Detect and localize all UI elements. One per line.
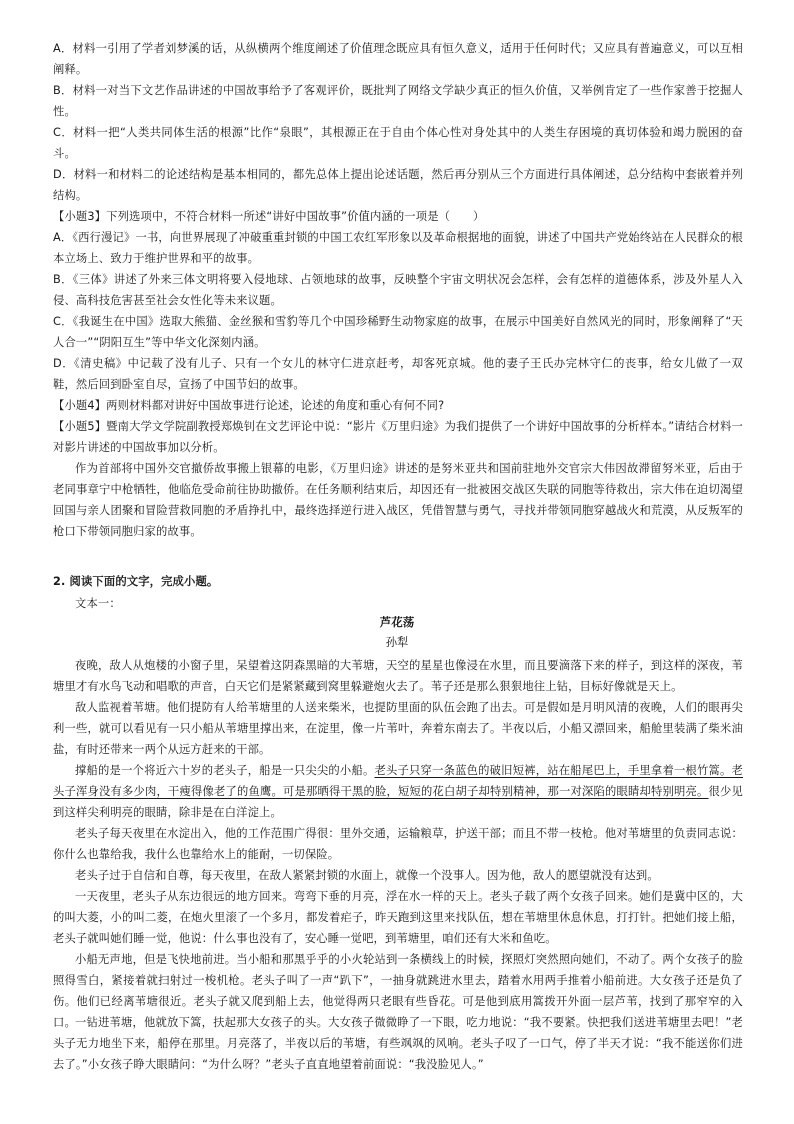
story-title: 芦花荡 — [379, 615, 415, 629]
underlined-description: 老头子只穿一条蓝色的破旧短裤，站在船尾巴上，手里拿着一根竹篙。老头子浑身没有多少肉，干瘦得像老了的鱼鹰。可是那晒得干黑的脸，短短的花白胡子却特别精神，那一对深陷的眼睛却特别明亮。 — [53, 764, 743, 798]
story-paragraph-4: 老头子每天夜里在水淀出入，他的工作范围广得很：里外交通，运输粮草，护送干部；而且不带一枝枪。他对苇塘里的负责同志说：你什么也靠给我，我什么也靠给水上的能耐，一切保险。 — [53, 827, 743, 861]
question-5-stem: 【小题5】暨南大学文学院副教授郑焕钊在文艺评论中说：“影片《万里归途》为我们提供了一个讲好中国故事的分析样本。”请结合材料一对影片讲述的中国故事加以分析。 — [53, 420, 743, 454]
question-3-option-b: B．《三体》讲述了外来三体文明将要入侵地球、占领地球的故事，反映整个宇宙文明状况会怎样，会有怎样的道德体系，涉及外星人入侵、高科技危害甚至社会女性化等未来议题。 — [53, 273, 743, 307]
story-paragraph-3 — [53, 760, 743, 823]
option-a-material-one: A．材料一引用了学者刘梦溪的话，从纵横两个维度阐述了价值理念既应具有恒久意义，适用于任何时代；又应具有普遍意义，可以互相阐释。 — [53, 42, 743, 76]
question-3-option-a: A．《西行漫记》一书，向世界展现了冲破重重封锁的中国工农红军形象以及革命根据地的面貌，讲述了中国共产党始终站在人民群众的根本立场上、致力于维护世界和平的故事。 — [53, 231, 743, 265]
question-3-stem: 【小题3】下列选项中，不符合材料一所述“讲好中国故事”价值内涵的一项是（ ） — [53, 210, 485, 223]
option-b-material-one: B．材料一对当下文艺作品讲述的中国故事给予了客观评价，既批判了网络文学缺少真正的恒久价值，又举例肯定了一些作家善于挖掘人性。 — [53, 84, 743, 118]
story-paragraph-6: 一天夜里，老头子从东边很远的地方回来。弯弯下垂的月亮，浮在水一样的天上。老头子载了两个女孩子回来。她们是冀中区的，大的叫大菱，小的叫二菱，在炮火里滚了一个多月，都发着疟子，昨天跑到这里来找队伍，想在苇塘里休息休息，打打针。把她们接上船，老头子就叫她们睡一觉，他说：什么事也没有了，安心睡一觉吧，到苇塘里，咱们还有大米和鱼吃。 — [53, 890, 743, 945]
option-c-material-one: C．材料一把“人类共同体生活的根源”比作“泉眼”，其根源正在于自由个体心性对身处其中的人类生存困境的真切体验和竭力脱困的奋斗。 — [53, 126, 743, 160]
story-paragraph-2: 敌人监视着苇塘。他们提防有人给苇塘里的人送来柴米，也提防里面的队伍会跑了出去。可是假如是月明风清的夜晚，人们的眼再尖利一些，就可以看见有一只小船从苇塘里撑出来，在淀里，像一片苇叶，奔着东南去了。半夜以后，小船又漂回来，船舱里装满了柴米油盐，有时还带来一两个从远方赶来的干部。 — [53, 701, 743, 756]
story-paragraph-5: 老头子过于自信和自尊，每天夜里，在敌人紧紧封锁的水面上，就像一个没事人。因为他，敌人的愿望就没有达到。 — [75, 869, 659, 882]
story-paragraph-7: 小船无声地，但是飞快地前进。当小船和那黑乎乎的小火轮站到一条横线上的时候，探照灯突然照向她们，不动了。两个女孩子的脸照得雪白，紧接着就扫射过一梭机枪。老头子叫了一声“趴下”，一抽身就跳进水里去，踏着水用两手推着小船前进。大女孩子还是负了伤。他们已经离苇塘很近。老头子就又爬到船上去，他觉得两只老眼有些昏花。可是他到底用篙拨开外面一层芦苇，找到了那窄窄的入口。 — [53, 953, 743, 1029]
story-paragraph-1: 夜晚，敌人从炮楼的小窗子里，呆望着这阴森黑暗的大苇塘，天空的星星也像浸在水里，而且要滴落下来的样子，到这样的深夜，苇塘里才有水鸟飞动和唱歌的声音，白天它们是紧紧藏到窝里躲避炮火去了。苇子还是那么狠狠地往上钻，目标好像就是天上。 — [53, 659, 743, 693]
paragraph-3-intro: 撑船的是一个将近六十岁的老头子，船是一只尖尖的小船。 — [75, 764, 375, 777]
text-one-label: 文本一： — [75, 597, 121, 610]
question-4-stem: 【小题4】两则材料都对讲好中国故事进行论述，论述的角度和重心有何不同? — [53, 399, 445, 412]
paragraph-3-ending: 很少见到这样尖利明亮的眼睛，除非是在白洋淀上。 — [53, 785, 743, 819]
question-5-film-paragraph: 作为首部将中国外交官撤侨故事搬上银幕的电影，《万里归途》讲述的是努米亚共和国前驻地外交官宗大伟因故滞留努米亚，后由于老同事章宁中枪牺牲，他临危受命前往协助撤侨。在任务顺利结束后，却因还有一批被困交战区失联的同胞等待救出，宗大伟在迫切渴望回国与亲人团聚和冒险营救同胞的矛盾挣扎中，最终选择逆行进入战区，凭借智慧与勇气，寻找并带领同胞穿越战火和荒漠，从反叛军的枪口下带领同胞归家的故事。 — [53, 462, 743, 538]
story-paragraph-8: 一钻进苇塘，他就放下篙，扶起那大女孩子的头。大女孩子微微睁了一下眼，吃力地说：“我不要紧。快把我们送进苇塘里去吧！”老头子无力地坐下来，船停在那里。月亮落了，半夜以后的苇塘，有些飒飒的风响。老头子叹了一口气，停了半天才说：“我不能送你们进去了。”小女孩子睁大眼睛问：“为什么呀？”老头子直直地望着前面说：“我没脸见人。” — [53, 1016, 743, 1071]
option-d-material-one: D．材料一和材料二的论述结构是基本相同的，都先总体上提出论述话题，然后再分别从三个方面进行具体阐述，总分结构中套嵌着并列结构。 — [53, 168, 743, 202]
question-3-option-d: D．《清史稿》中记载了没有儿子、只有一个女儿的林守仁进京赶考，却客死京城。他的妻子王氏办完林守仁的丧事，给女儿做了一双鞋，然后回到卧室自尽，宣扬了中国节妇的故事。 — [53, 357, 743, 391]
question-3-option-c: C．《我诞生在中国》选取大熊猫、金丝猴和雪豹等几个中国珍稀野生动物家庭的故事，在展示中国美好自然风光的同时，形象阐释了“天人合一”“阴阳互生”等中华文化深刻内涵。 — [53, 315, 743, 349]
story-author: 孙犁 — [385, 636, 409, 649]
section-2-heading: 2. 阅读下面的文字，完成小题。 — [53, 575, 219, 588]
